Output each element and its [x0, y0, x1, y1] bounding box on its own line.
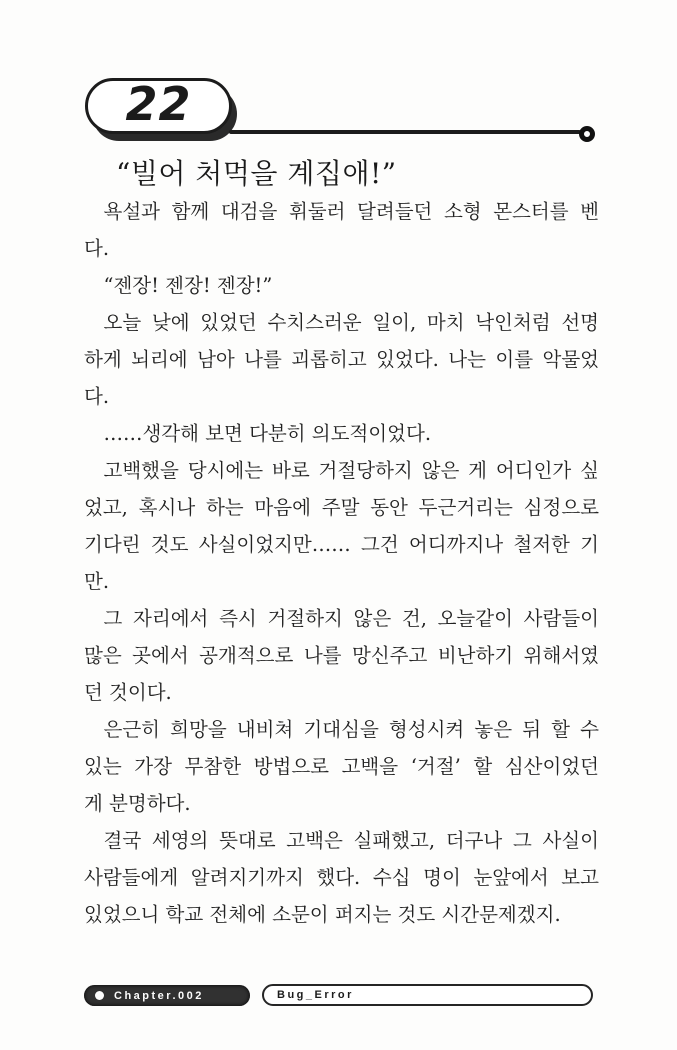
text-line: 많은 곳에서 공개적으로 나를 망신주고 비난하기 위해서였	[84, 644, 599, 667]
text-line: 다.	[84, 237, 110, 260]
text-line: 던 것이다.	[84, 681, 172, 704]
paragraph	[84, 267, 599, 304]
footer-chapter-label: Chapter.002	[114, 989, 204, 1002]
chapter-number-badge	[85, 78, 232, 134]
chapter-number: 22	[125, 77, 192, 131]
text-line: 있었으니 학교 전체에 소문이 퍼지는 것도 시간문제겠지.	[84, 903, 561, 926]
text-line: 결국 세영의 뜻대로 고백은 실패했고, 더구나 그 사실이	[103, 829, 599, 852]
text-line: 있는 가장 무참한 방법으로 고백을 ‘거절’ 할 심산이었던	[84, 755, 599, 778]
text-line: ……생각해 보면 다분히 의도적이었다.	[103, 422, 432, 445]
footer-chapter-pill	[84, 985, 250, 1006]
paragraph	[84, 304, 599, 415]
text-line: 기다린 것도 사실이었지만…… 그건 어디까지나 철저한 기	[84, 533, 599, 556]
text-line: 그 자리에서 즉시 거절하지 않은 건, 오늘같이 사람들이	[103, 607, 599, 630]
footer-dot-icon	[95, 991, 104, 1000]
text-line: 욕설과 함께 대검을 휘둘러 달려들던 소형 몬스터를 벤	[103, 200, 599, 223]
footer-section-label: Bug_Error	[277, 989, 354, 1001]
text-line: 은근히 희망을 내비쳐 기대심을 형성시켜 놓은 뒤 할 수	[103, 718, 599, 741]
text-line: 고백했을 당시에는 바로 거절당하지 않은 게 어디인가 싶	[103, 459, 599, 482]
paragraph	[84, 600, 599, 711]
paragraph	[84, 822, 599, 933]
text-line: 하게 뇌리에 남아 나를 괴롭히고 있었다. 나는 이를 악물었	[84, 348, 599, 371]
text-line: 다.	[84, 385, 110, 408]
paragraph	[84, 193, 599, 267]
opening-dialogue: “빌어 처먹을 계집애!”	[116, 157, 397, 190]
text-line: 만.	[84, 570, 110, 593]
footer-section-pill	[262, 984, 593, 1006]
text-line: 오늘 낮에 있었던 수치스러운 일이, 마치 낙인처럼 선명	[103, 311, 599, 334]
paragraph	[84, 452, 599, 600]
text-line: 게 분명하다.	[84, 792, 191, 815]
text-line: “젠장! 젠장! 젠장!”	[103, 274, 273, 297]
paragraph	[84, 415, 599, 452]
text-line: 사람들에게 알려지기까지 했다. 수십 명이 눈앞에서 보고	[84, 866, 599, 889]
paragraph	[84, 711, 599, 822]
text-line: 었고, 혹시나 하는 마음에 주말 동안 두근거리는 심정으로	[84, 496, 599, 519]
header-ring-icon	[579, 126, 595, 142]
header-rule-line	[229, 130, 581, 134]
body-text	[84, 193, 599, 933]
